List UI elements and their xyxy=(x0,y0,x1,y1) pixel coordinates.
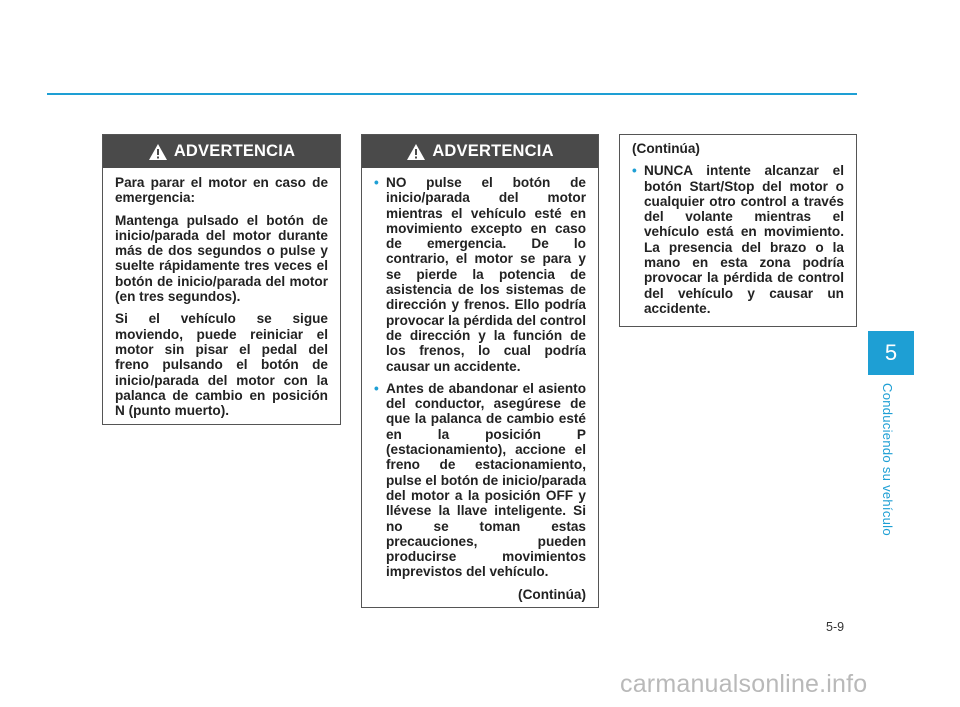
warning-header xyxy=(103,135,340,168)
list-item xyxy=(632,163,844,316)
list-item-text: Antes de abandonar el asiento del conductor, asegúrese de que la palanca de cambio esté en la posición P (estacionamiento), accione el freno de estacionamiento, pulse el botón de inicio/parada del motor a la posición OFF y llévese la llave inteligente. Si no se toman estas precauciones, pueden producirse movimientos imprevistos del vehículo. xyxy=(386,380,586,580)
watermark: carmanualsonline.info xyxy=(620,670,868,698)
warning-body xyxy=(103,168,340,418)
warning-box-1 xyxy=(102,134,341,425)
warning-triangle-icon xyxy=(406,143,426,161)
warning-triangle-icon xyxy=(148,143,168,161)
list-item xyxy=(374,175,586,374)
continued-label: (Continúa) xyxy=(632,141,700,156)
page-number: 5-9 xyxy=(826,620,845,634)
warning-header xyxy=(362,135,598,168)
list-item xyxy=(374,381,586,580)
list-item-text: NO pulse el botón de inicio/parada del motor mientras el vehículo esté en movimiento excepto en caso de emergencia. De lo contrario, el motor se para y se pierde la potencia de asistencia de los sistemas de dirección y frenos. Ello podría provocar la pérdida del control de dirección y la función de los frenos, lo cual podría causar un accidente. xyxy=(386,175,586,374)
top-rule xyxy=(47,93,857,95)
warning-paragraph: Si el vehículo se sigue moviendo, puede reiniciar el motor sin pisar el pedal del freno pulsando el botón de inicio/parada del motor con la palanca de cambio en posición N (punto muerto). xyxy=(115,311,328,419)
warning-paragraph: Mantenga pulsado el botón de inicio/parada del motor durante más de dos segundos o pulse y suelte rápidamente tres veces el botón de inicio/parada del motor (en tres segundos). xyxy=(115,212,328,305)
warning-box-3 xyxy=(619,134,857,327)
chapter-title: Conduciendo su vehículo xyxy=(880,383,895,536)
continues-label: (Continúa) xyxy=(518,586,586,602)
warning-title: ADVERTENCIA xyxy=(432,142,554,160)
warning-paragraph: Para parar el motor en caso de emergencia: xyxy=(115,175,328,206)
warning-body xyxy=(620,135,856,316)
warning-title: ADVERTENCIA xyxy=(173,142,296,160)
list-item-text: NUNCA intente alcanzar el botón Start/Stop del motor o cualquier otro control a través del volante mientras el vehículo está en movimiento. La presencia del brazo o la mano en esta zona podría provocar la pérdida de control del vehículo y causar un accidente. xyxy=(644,163,844,316)
warning-body xyxy=(362,168,598,602)
bullet-dot-icon: • xyxy=(374,175,379,190)
bullet-dot-icon: • xyxy=(374,380,379,396)
chapter-tab[interactable]: 5 xyxy=(868,331,914,375)
warning-box-2 xyxy=(361,134,599,608)
bullet-dot-icon: • xyxy=(632,163,637,179)
